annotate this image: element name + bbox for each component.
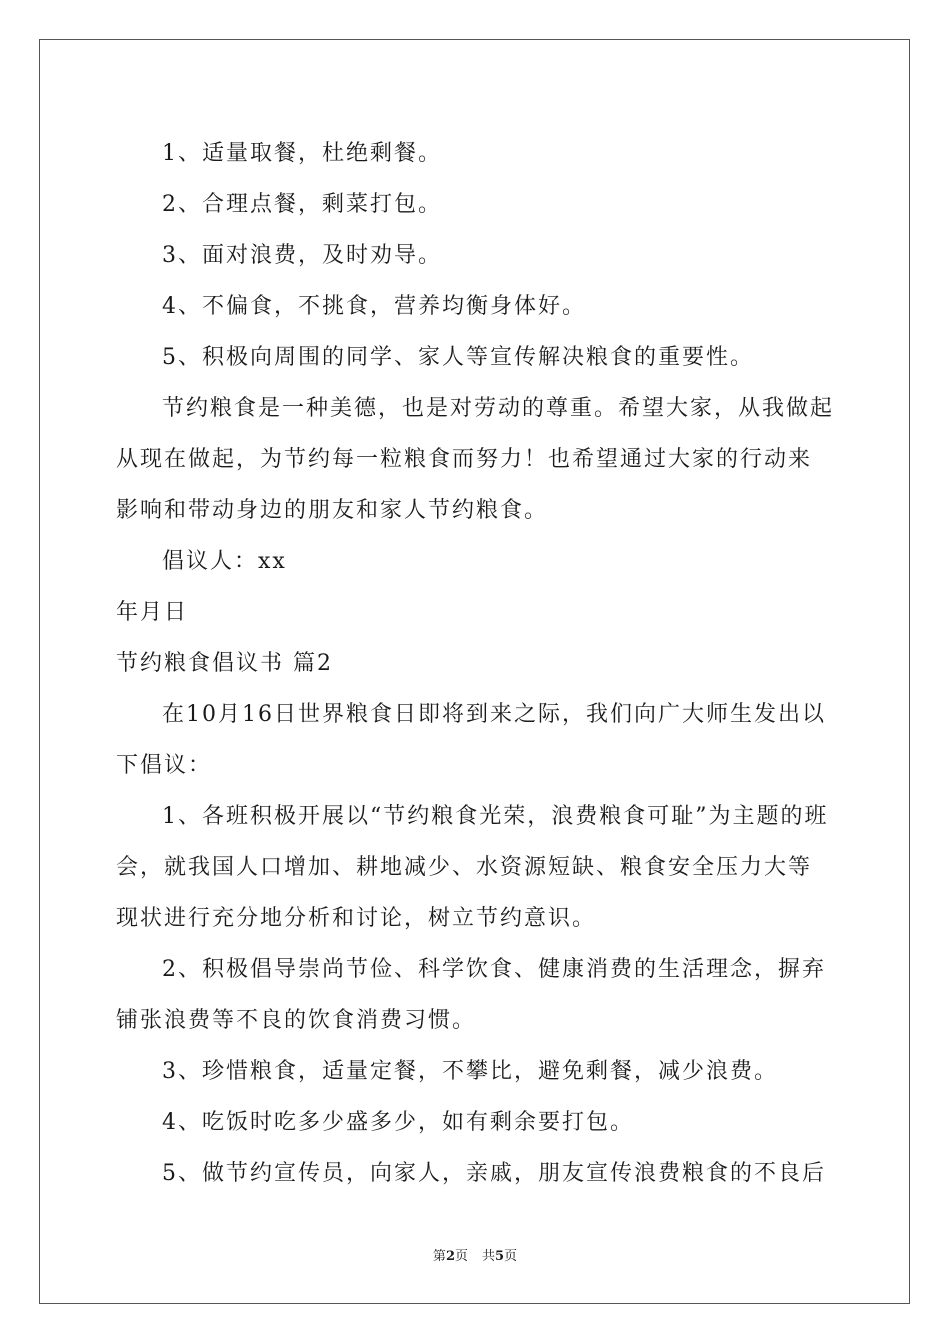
- page-prefix: 第: [432, 1249, 446, 1264]
- total-suffix: 页: [504, 1249, 518, 1264]
- date-line: 年月日: [116, 600, 189, 625]
- proposal-item-1: 1、各班积极开展以“节约粮食光荣，浪费粮食可耻”为主题的班会，就我国人口增加、耕地减少、水资源短缺、粮食安全压力大等现状进行充分地分析和讨论，树立节约意识。: [116, 804, 829, 931]
- paragraph-item-1: 1、适量取餐，杜绝剩餐。: [162, 141, 442, 166]
- page-current: 2: [445, 1249, 455, 1264]
- paragraph-item-3: 3、面对浪费，及时劝导。: [162, 243, 442, 268]
- proposal-item-4: 4、吃饭时吃多少盛多少，如有剩余要打包。: [162, 1110, 634, 1135]
- paragraph-item-5: 5、积极向周围的同学、家人等宣传解决粮食的重要性。: [162, 345, 754, 370]
- page-total: 5: [495, 1249, 505, 1264]
- document-body: [116, 128, 834, 1199]
- section-heading: 节约粮食倡议书 篇2: [116, 651, 333, 676]
- initiator-line: 倡议人：xx: [162, 549, 287, 574]
- paragraph-item-4: 4、不偏食，不挑食，营养均衡身体好。: [162, 294, 586, 319]
- page-suffix: 页: [454, 1249, 468, 1264]
- paragraph-item-2: 2、合理点餐，剩菜打包。: [162, 192, 442, 217]
- proposal-item-2: 2、积极倡导崇尚节俭、科学饮食、健康消费的生活理念，摒弃铺张浪费等不良的饮食消费习惯。: [116, 957, 826, 1033]
- total-prefix: 共: [482, 1249, 496, 1264]
- page-footer: [0, 1245, 950, 1264]
- paragraph-closing: 节约粮食是一种美德，也是对劳动的尊重。希望大家，从我做起从现在做起，为节约每一粒粮食而努力！也希望通过大家的行动来影响和带动身边的朋友和家人节约粮食。: [116, 396, 835, 523]
- paragraph-intro: 在10月16日世界粮食日即将到来之际，我们向广大师生发出以下倡议：: [116, 702, 826, 778]
- proposal-item-5: 5、做节约宣传员，向家人，亲戚，朋友宣传浪费粮食的不良后: [162, 1161, 826, 1186]
- proposal-item-3: 3、珍惜粮食，适量定餐，不攀比，避免剩餐，减少浪费。: [162, 1059, 778, 1084]
